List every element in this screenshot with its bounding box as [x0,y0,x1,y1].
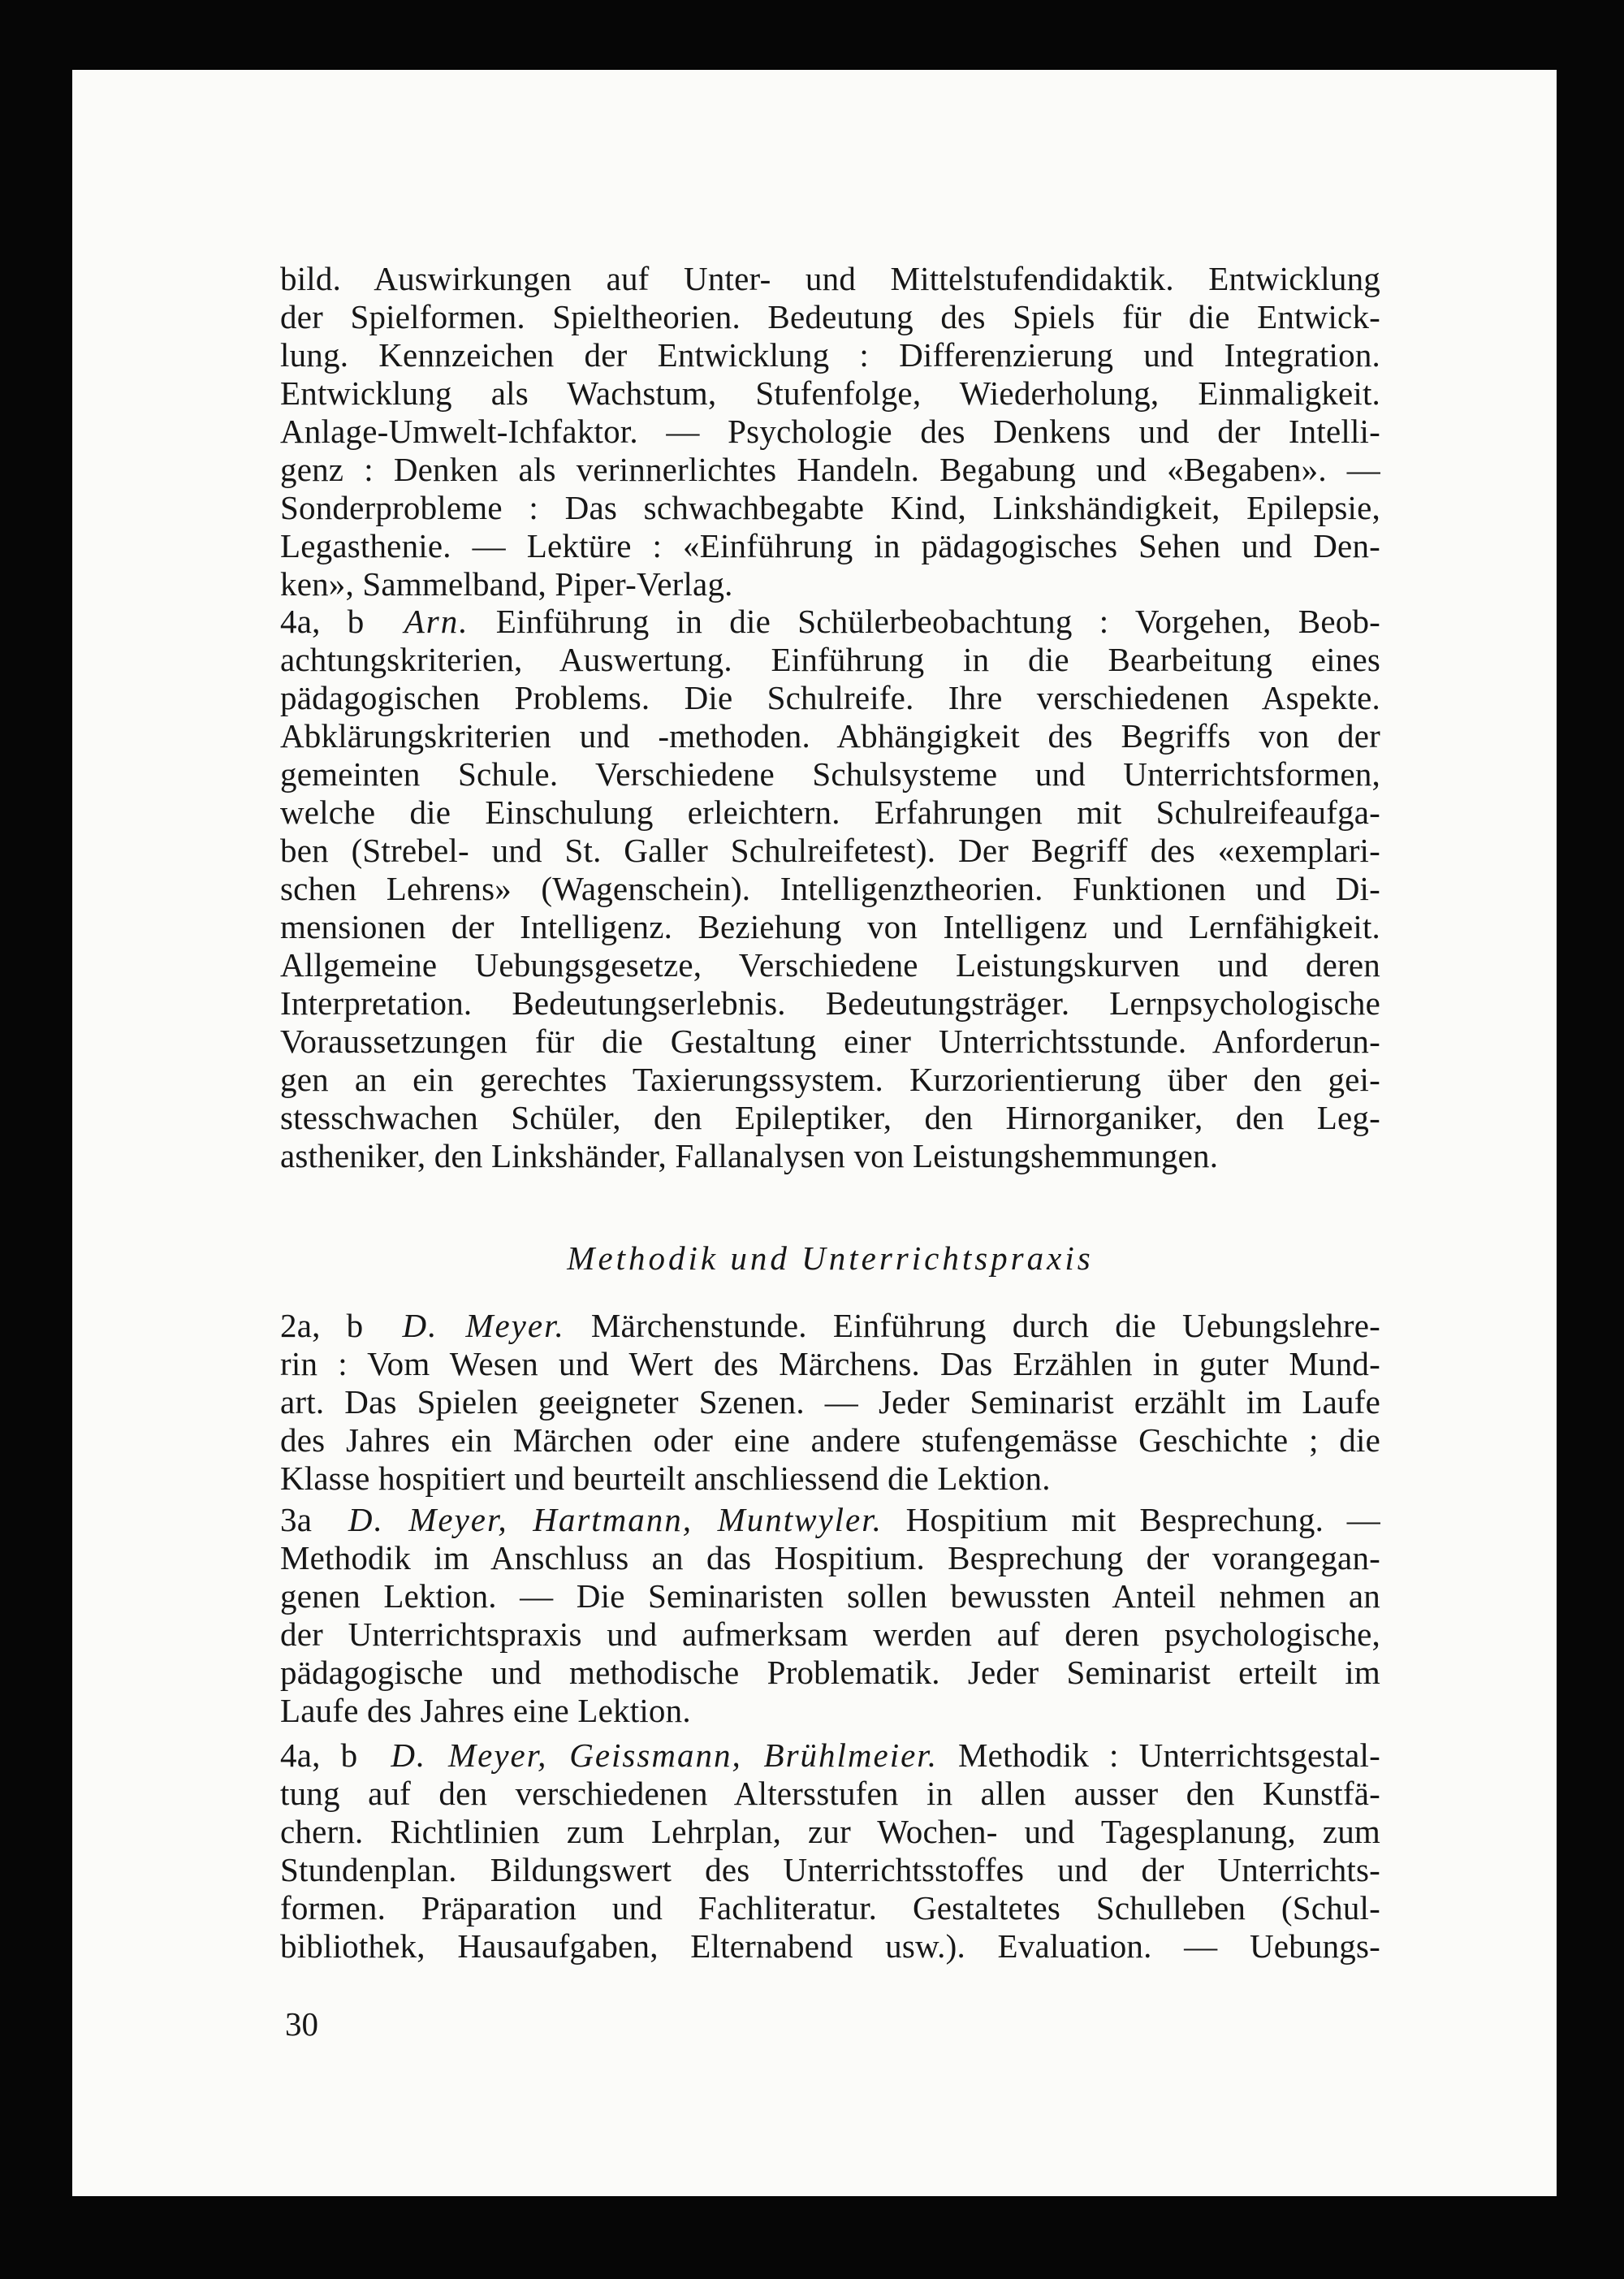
text-line: art. Das Spielen geeigneter Szenen. — Jeder Seminarist erzählt im Laufe [280,1383,1380,1421]
text-line: bild. Auswirkungen auf Unter- und Mittelstufendidaktik. Entwicklung [280,260,1380,297]
text-line: Stundenplan. Bildungswert des Unterrichtsstoffes und der Unterrichts- [280,1851,1380,1888]
text-line: mensionen der Intelligenz. Beziehung von Intelligenz und Lernfähigkeit. [280,908,1380,945]
text-line: Interpretation. Bedeutungserlebnis. Bedeutungsträger. Lernpsychologische [280,984,1380,1022]
text-line: achtungskriterien, Auswertung. Einführung in die Bearbeitung eines [280,641,1380,678]
course-entry [280,603,1380,1175]
teacher-names: D. Meyer. [402,1307,565,1344]
entry-text: Methodik : Unterrichtsgestal- [958,1736,1380,1774]
course-label: 2a, b [280,1307,364,1344]
text-line: pädagogischen Problems. Die Schulreife. Ihre verschiedenen Aspekte. [280,679,1380,716]
text-line: Methodik im Anschluss an das Hospitium. Besprechung der vorangegan- [280,1539,1380,1576]
entry-first-line [280,1501,1380,1539]
text-line: des Jahres ein Märchen oder eine andere stufengemässe Geschichte ; die [280,1421,1380,1459]
course-label: 3a [280,1501,313,1538]
text-line: welche die Einschulung erleichtern. Erfahrungen mit Schulreifeaufga- [280,794,1380,831]
entry-first-line [280,603,1380,641]
text-line: gemeinten Schule. Verschiedene Schulsysteme und Unterrichtsformen, [280,755,1380,793]
text-line: genz : Denken als verinnerlichtes Handeln. Begabung und «Begaben». — [280,451,1380,488]
text-line: Entwicklung als Wachstum, Stufenfolge, Wiederholung, Einmaligkeit. [280,374,1380,412]
teacher-names: D. Meyer, Hartmann, Muntwyler. [348,1501,883,1538]
section-heading: Methodik und Unterrichtspraxis [567,1239,1094,1277]
text-line: bibliothek, Hausaufgaben, Elternabend usw.). Evaluation. — Uebungs- [280,1927,1380,1965]
text-line: ken», Sammelband, Piper-Verlag. [280,565,733,603]
teacher-names: D. Meyer, Geissmann, Brühlmeier. [391,1736,938,1774]
course-entry [280,1736,1380,1965]
entry-first-line [280,1307,1380,1345]
text-line: astheniker, den Linkshänder, Fallanalysen von Leistungshemmungen. [280,1137,1219,1174]
text-line: chern. Richtlinien zum Lehrplan, zur Wochen- und Tagesplanung, zum [280,1813,1380,1850]
text-line: pädagogische und methodische Problematik. Jeder Seminarist erteilt im [280,1654,1380,1691]
course-entry [280,1307,1380,1498]
text-line: Anlage-Umwelt-Ichfaktor. — Psychologie des Denkens und der Intelli- [280,413,1380,450]
course-label: 4a, b [280,603,365,640]
text-line: Allgemeine Uebungsgesetze, Verschiedene Leistungskurven und deren [280,946,1380,984]
text-line: tung auf den verschiedenen Altersstufen in allen ausser den Kunstfä- [280,1775,1380,1812]
text-line: Abklärungskriterien und -methoden. Abhängigkeit des Begriffs von der [280,717,1380,755]
text-line: genen Lektion. — Die Seminaristen sollen bewussten Anteil nehmen an [280,1577,1380,1615]
text-line: schen Lehrens» (Wagenschein). Intelligenztheorien. Funktionen und Di- [280,870,1380,907]
paragraph-continuation [280,260,1380,603]
text-line: Klasse hospitiert und beurteilt anschliessend die Lektion. [280,1460,1051,1497]
text-line: stesschwachen Schüler, den Epileptiker, den Hirnorganiker, den Leg- [280,1099,1380,1136]
text-line: ben (Strebel- und St. Galler Schulreifetest). Der Begriff des «exemplari- [280,832,1380,869]
text-line: Laufe des Jahres eine Lektion. [280,1692,691,1729]
entry-text: Einführung in die Schülerbeobachtung : Vorgehen, Beob- [495,603,1380,640]
entry-text: Hospitium mit Besprechung. — [905,1501,1380,1538]
page-number: 30 [285,2005,318,2043]
text-line: Voraussetzungen für die Gestaltung einer Unterrichtsstunde. Anforderun- [280,1023,1380,1060]
entry-first-line [280,1736,1380,1775]
entry-text: Märchenstunde. Einführung durch die Uebungslehre- [590,1307,1380,1344]
text-line: formen. Präparation und Fachliteratur. Gestaltetes Schulleben (Schul- [280,1889,1380,1927]
text-line: der Spielformen. Spieltheorien. Bedeutung des Spiels für die Entwick- [280,298,1380,335]
text-line: lung. Kennzeichen der Entwicklung : Differenzierung und Integration. [280,336,1380,374]
text-line: rin : Vom Wesen und Wert des Märchens. Das Erzählen in guter Mund- [280,1345,1380,1382]
course-label: 4a, b [280,1736,358,1774]
text-line: gen an ein gerechtes Taxierungssystem. Kurzorientierung über den gei- [280,1061,1380,1098]
text-line: Sonderprobleme : Das schwachbegabte Kind, Linkshändigkeit, Epilepsie, [280,489,1380,526]
teacher-names: Arn. [404,603,469,640]
text-line: der Unterrichtspraxis und aufmerksam werden auf deren psychologische, [280,1615,1380,1653]
course-entry [280,1501,1380,1730]
text-line: Legasthenie. — Lektüre : «Einführung in pädagogisches Sehen und Den- [280,527,1380,564]
